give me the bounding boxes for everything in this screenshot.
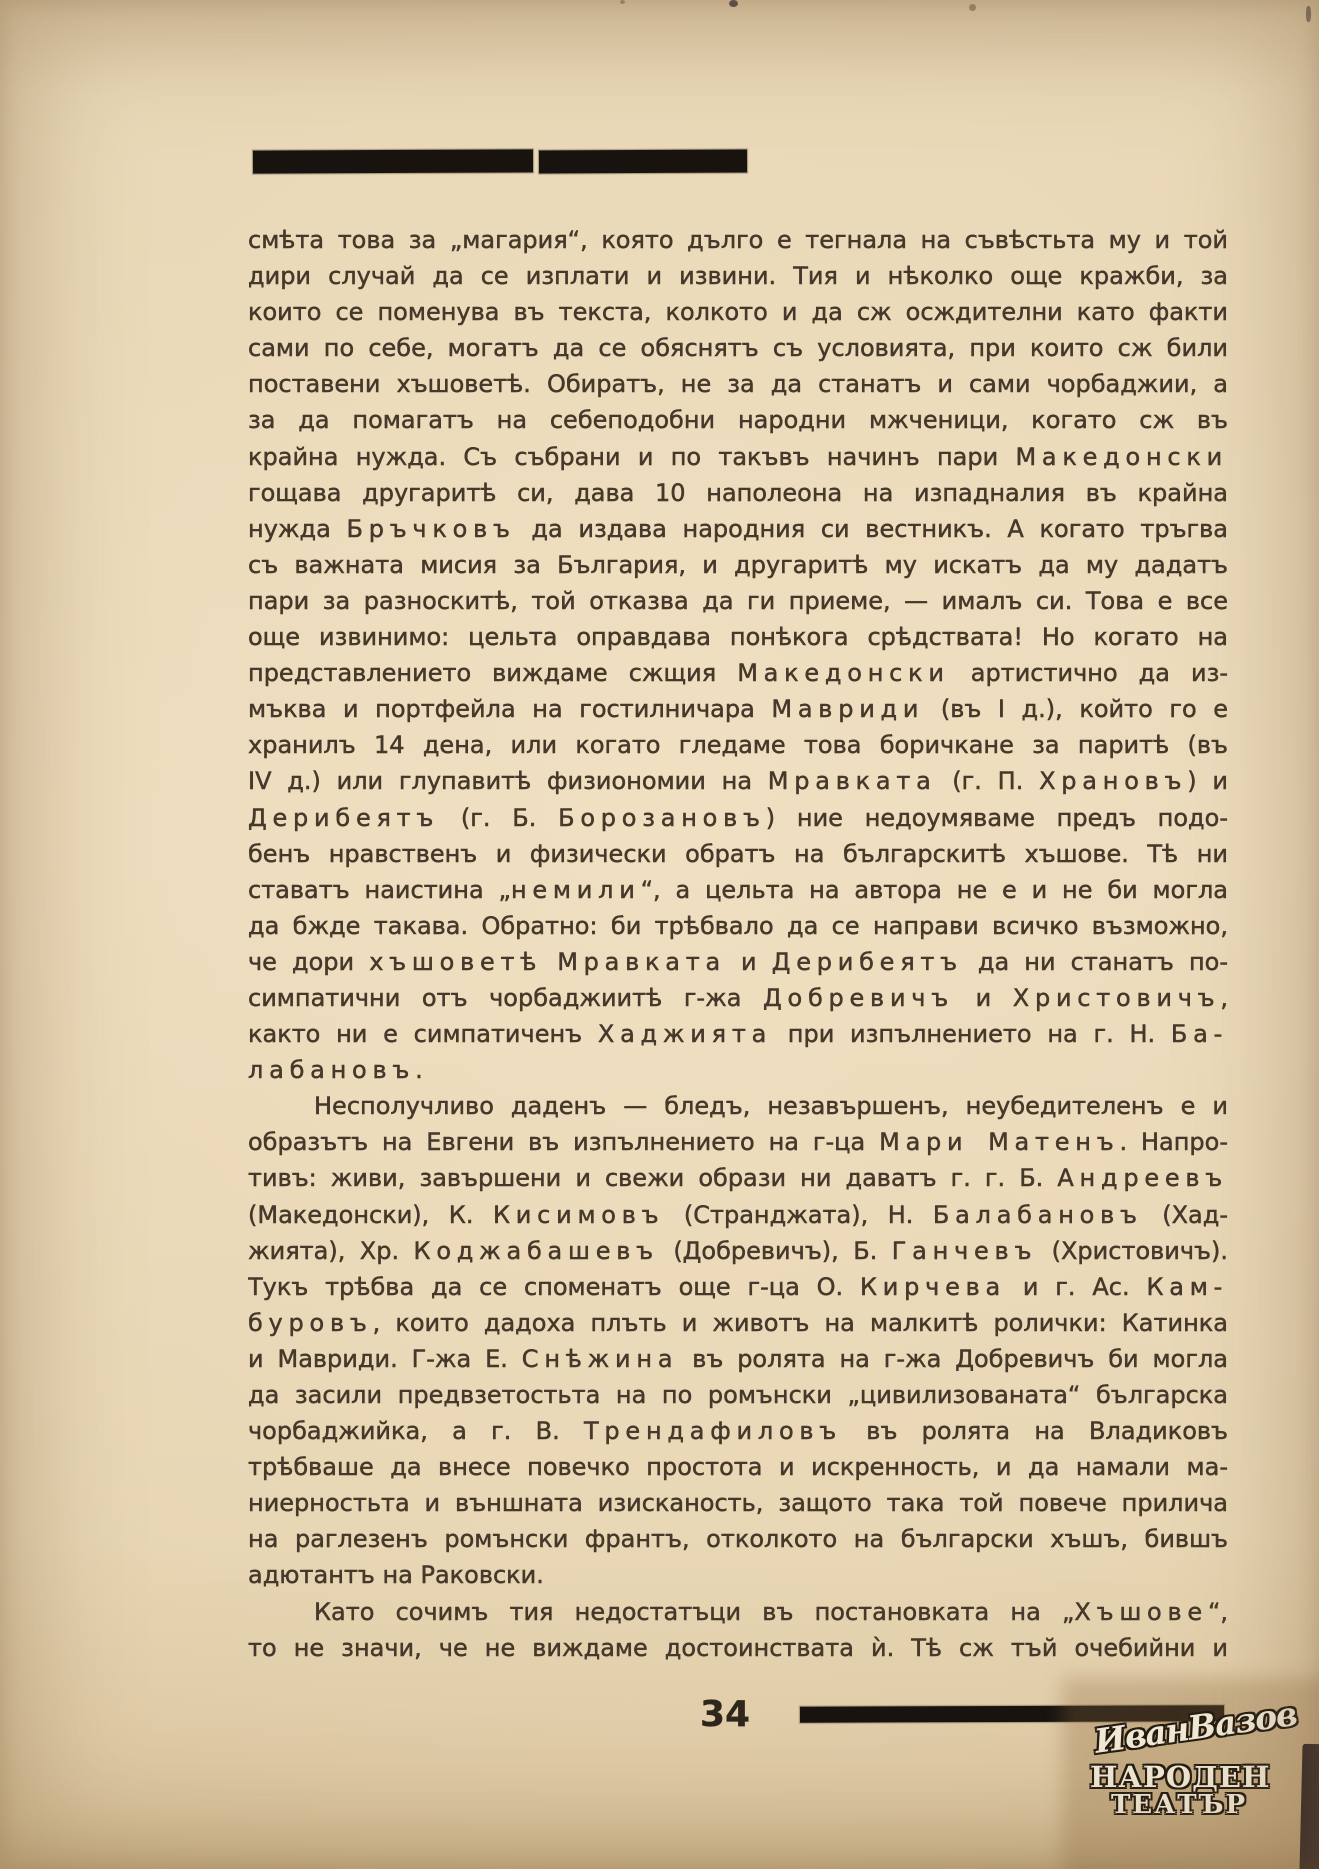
emphasized-name: Мравката [557, 947, 726, 976]
emphasized-name: Хъшове [1074, 1597, 1208, 1626]
text-line: Като сочимъ тия недостатъци въ постановката на „Хъшове“, [314, 1597, 1228, 1626]
scan-speck [620, 0, 625, 4]
text-line: Тукъ трѣбва да се споменатъ още г-ца О. Кирчева и г. Ас. Кам- [248, 1272, 1228, 1301]
text-line: че дори хъшоветѣ Мравката и Дерибеятъ да ни станатъ по- [248, 947, 1228, 976]
emphasized-name: Дерибеятъ [248, 803, 440, 832]
emphasized-name: Хаджията [597, 1020, 773, 1049]
theater-stamp-name-line2: ТЕАТЪР [1110, 1790, 1248, 1820]
emphasized-name: Кирчева [859, 1272, 1006, 1301]
text-line: симпатични отъ чорбаджиитѣ г-жа Добревичъ и Христовичъ, [248, 983, 1228, 1012]
theater-stamp-name-line1: НАРОДЕН [1090, 1760, 1271, 1794]
text-line: представлението виждаме сжщия Македонски артистично да из- [248, 659, 1228, 688]
text-line: образътъ на Евгени въ изпълнението на г-ца Мари Матенъ. Напро- [248, 1128, 1228, 1157]
text-line: бенъ нравственъ и физически обратъ на българскитѣ хъшове. Тѣ ни [248, 839, 1228, 868]
text-line: тивъ: живи, завършени и свежи образи ни даватъ г. г. Б. Андреевъ [248, 1164, 1228, 1193]
emphasized-name: Кисимовъ [492, 1200, 665, 1229]
emphasized-name: буровъ [248, 1308, 373, 1337]
emphasized-name: Ба- [1170, 1020, 1228, 1049]
header-rule-right [539, 149, 747, 173]
text-line: адютантъ на Раковски. [248, 1561, 544, 1590]
emphasized-name: Снѣжина [521, 1344, 679, 1373]
text-line: сами по себе, могатъ да се обяснятъ съ условията, при които сж били [248, 334, 1228, 363]
text-line: за да помагатъ на себеподобни народни мжченици, когато сж въ [248, 406, 1228, 435]
text-line: хранилъ 14 дена, или когато гледаме това боричкане за паритѣ (въ [248, 731, 1228, 760]
text-line: гощава другаритѣ си, дава 10 наполеона на изпадналия въ крайна [248, 478, 1228, 507]
emphasized-name: хъшоветѣ [369, 947, 543, 976]
text-line: както ни е симпатиченъ Хаджията при изпълнението на г. Н. Ба- [248, 1020, 1228, 1049]
emphasized-name: Коджабашевъ [413, 1236, 659, 1265]
emphasized-name: Трендафиловъ [584, 1417, 843, 1446]
text-line: то не значи, че не виждаме достоинствата ѝ. Тѣ сж тъй очебийни и [248, 1633, 1228, 1662]
text-line: ставатъ наистина „немили“, а цельта на автора не е и не би могла [248, 875, 1228, 904]
text-line: на раглезенъ ромънски франтъ, отколкото на български хъшъ, бившъ [248, 1525, 1228, 1554]
text-line: пари за разноскитѣ, той отказва да ги приеме, — ималъ си. Това е все [248, 586, 1228, 615]
text-line: (Македонски), К. Кисимовъ (Странджата), Н. Балабановъ (Хад- [248, 1200, 1228, 1229]
text-line: Несполучливо даденъ — бледъ, незавършенъ, неубедителенъ е и [314, 1092, 1228, 1121]
text-line: чорбаджийка, а г. В. Трендафиловъ въ ролята на Владиковъ [248, 1417, 1228, 1446]
text-line: ниерностьта и външната изисканость, защото така той повече прилича [248, 1489, 1228, 1518]
text-line: IV д.) или глупавитѣ физиономии на Мравката (г. П. Храновъ) и [248, 767, 1228, 796]
text-line: да бжде такава. Обратно: би трѣбвало да се направи всичко възможно, [248, 911, 1228, 940]
emphasized-name: Кам- [1146, 1272, 1228, 1301]
emphasized-name: Балабановъ [932, 1200, 1143, 1229]
emphasized-name: Добревичъ [763, 983, 954, 1012]
text-line: Дерибеятъ (г. Б. Борозановъ) ние недоумяваме предъ подо- [248, 803, 1228, 832]
emphasized-name: Борозановъ [558, 803, 766, 832]
emphasized-name: Андреевъ [1057, 1164, 1228, 1193]
emphasized-name: Мравката [767, 767, 937, 796]
emphasized-name: Македонски [1015, 442, 1228, 471]
emphasized-name: Христовичъ [1012, 983, 1221, 1012]
emphasized-name: Бръчковъ [346, 514, 516, 543]
emphasized-name: лабановъ [248, 1056, 416, 1085]
text-line: и Мавриди. Г-жа Е. Снѣжина въ ролята на г-жа Добревичъ би могла [248, 1344, 1228, 1373]
emphasized-name: немили [510, 875, 641, 904]
text-line: мъква и портфейла на гостилничара Мавриди (въ I д.), който го е [248, 695, 1228, 724]
emphasized-name: Дерибеятъ [771, 947, 963, 976]
text-line: смѣта това за „магария“, която дълго е тегнала на съвѣстьта му и той [248, 226, 1228, 254]
page-number: 34 [700, 1694, 751, 1735]
emphasized-name: Храновъ [1039, 767, 1188, 796]
scan-speck [969, 4, 976, 11]
emphasized-name: Мавриди [771, 695, 925, 724]
text-line: буровъ, които дадоха плъть и животъ на малкитѣ ролички: Катинка [248, 1308, 1228, 1337]
text-line: трѣбваше да внесе повечко простота и искренность, и да намали ма- [248, 1453, 1228, 1482]
text-line: лабановъ. [248, 1056, 423, 1085]
text-line: дири случай да се изплати и извини. Тия и нѣколко още кражби, за [248, 262, 1228, 291]
emphasized-name: Ганчевъ [891, 1236, 1038, 1265]
text-line: крайна нужда. Съ събрани и по такъвъ начинъ пари Македонски [248, 442, 1228, 471]
text-line: които се поменува въ текста, колкото и да сж осждителни като факти [248, 298, 1228, 327]
text-line: жията), Хр. Коджабашевъ (Добревичъ), Б. Ганчевъ (Христовичъ). [248, 1236, 1228, 1265]
header-rule-left [253, 149, 533, 173]
text-line: съ важната мисия за България, и другаритѣ му искатъ да му дадатъ [248, 550, 1228, 579]
emphasized-name: Мари Матенъ [879, 1128, 1120, 1157]
text-line: нужда Бръчковъ да издава народния си вестникъ. А когато тръгва [248, 514, 1228, 543]
body-text [248, 222, 1228, 1666]
text-line: поставени хъшоветѣ. Обиратъ, не за да станатъ и сами чорбаджии, а [248, 370, 1228, 399]
theater-stamp-signature: ИванВазов [1092, 1693, 1299, 1761]
text-line: да засили предвзетостьта на по ромънски „цивилизованата“ българска [248, 1381, 1228, 1409]
scan-speck [729, 0, 738, 7]
emphasized-name: Македонски [737, 659, 950, 688]
scan-speck [1306, 6, 1311, 22]
text-line: още извинимо: цельта оправдава понѣкога срѣдствата! Но когато на [248, 623, 1228, 652]
page-edge-shadow [1299, 1744, 1319, 1869]
